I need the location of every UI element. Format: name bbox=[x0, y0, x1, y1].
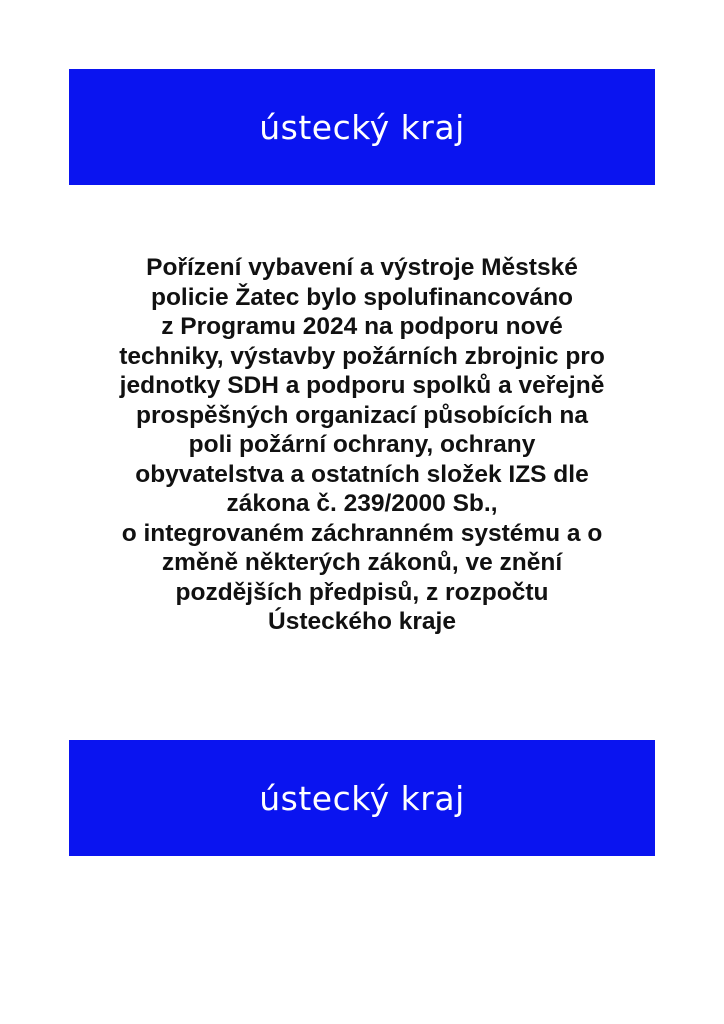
statement-line: poli požární ochrany, ochrany bbox=[188, 431, 536, 458]
bottom-logo-banner bbox=[69, 740, 655, 856]
statement-line: jednotky SDH a podporu spolků a veřejně bbox=[119, 372, 605, 399]
statement-line: Pořízení vybavení a výstroje Městské bbox=[146, 254, 578, 281]
statement-line: prospěšných organizací působících na bbox=[136, 401, 588, 429]
statement-line: o integrovaném záchranném systému a o bbox=[121, 519, 603, 547]
ustecky-kraj-logo: ústecký kraj bbox=[259, 107, 465, 147]
statement-line: změně některých zákonů, ve znění bbox=[161, 549, 563, 576]
top-logo-banner bbox=[69, 69, 655, 185]
ustecky-kraj-logo: ústecký kraj bbox=[259, 778, 465, 818]
statement-line: zákona č. 239/2000 Sb., bbox=[226, 490, 498, 517]
statement-line: policie Žatec bylo spolufinancováno bbox=[150, 283, 573, 311]
statement-line: obyvatelstva a ostatních složek IZS dle bbox=[135, 460, 589, 488]
statement-line: z Programu 2024 na podporu nové bbox=[161, 313, 563, 340]
statement-line: techniky, výstavby požárních zbrojnic pro bbox=[119, 342, 605, 370]
statement-line: pozdějších předpisů, z rozpočtu bbox=[175, 578, 549, 606]
funding-statement bbox=[40, 253, 684, 637]
statement-line: Ústeckého kraje bbox=[268, 608, 456, 635]
